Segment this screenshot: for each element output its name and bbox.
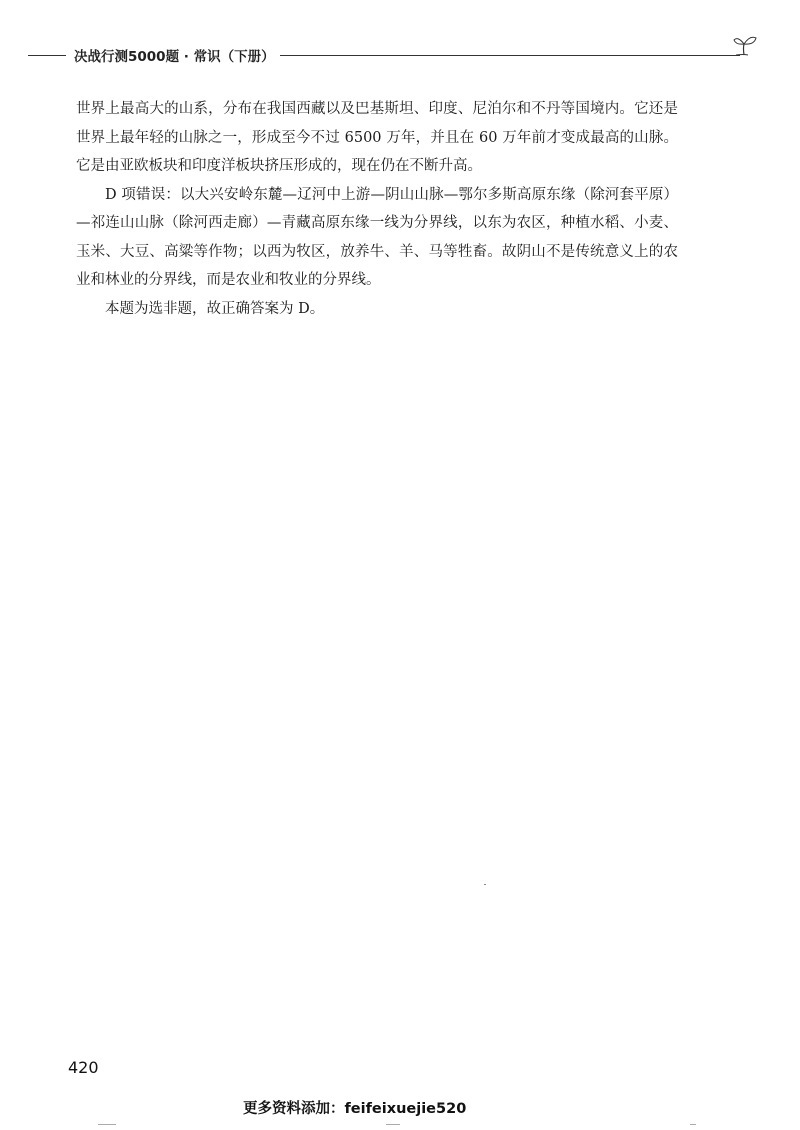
paragraph-option-d: D 项错误：以大兴安岭东麓—辽河中上游—阴山山脉—鄂尔多斯高原东缘（除河套平原）—祁连山山脉（除河西走廊）—青藏高原东缘一线为分界线，以东为农区，种植水稻、小麦、玉米、大豆、高粱等作物；以西为牧区，放养牛、羊、马等牲畜。故阴山不是传统意义上的农业和林业的分界线，而是农业和牧业的分界线。 — [76, 186, 678, 288]
paragraph-answer: 本题为选非题，故正确答案为 D。 — [105, 300, 325, 317]
body-text — [76, 95, 678, 323]
footer-note: 更多资料添加：feifeixuejie520 — [243, 1101, 467, 1117]
header-title: 决战行测5000题 · 常识（下册） — [74, 49, 275, 65]
page-number: 420 — [68, 1058, 99, 1077]
scan-speck — [690, 1124, 696, 1125]
scan-speck — [484, 884, 486, 885]
paragraph-himalaya: 世界上最高大的山系，分布在我国西藏以及巴基斯坦、印度、尼泊尔和不丹等国境内。它还是世界上最年轻的山脉之一，形成至今不过 6500 万年，并且在 60 万年前才变成最高的山脉。它是由亚欧板块和印度洋板块挤压形成的，现在仍在不断升高。 — [76, 101, 678, 174]
scan-speck — [386, 1124, 400, 1125]
header-rule-right — [280, 55, 740, 56]
running-header — [28, 40, 758, 70]
header-rule-left — [28, 55, 66, 56]
sprout-icon — [732, 34, 762, 60]
scan-speck — [98, 1124, 116, 1125]
